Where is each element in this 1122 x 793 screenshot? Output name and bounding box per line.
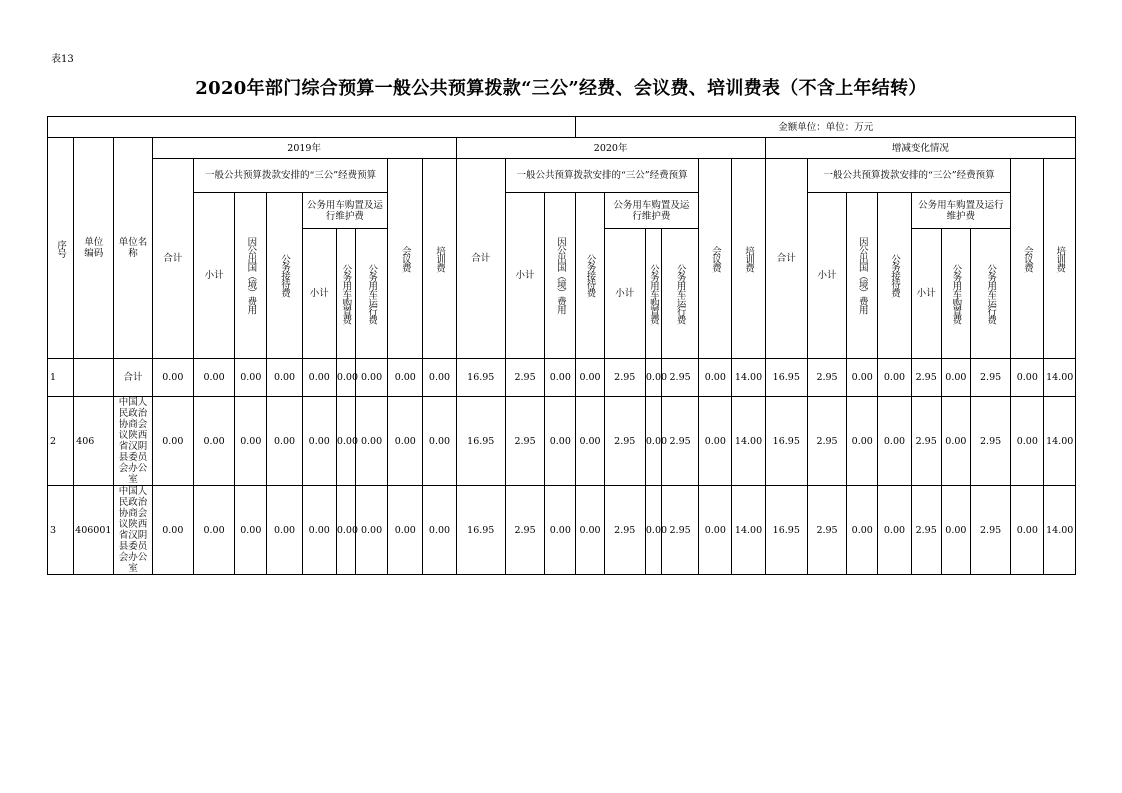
header-change: 增减变化情况	[765, 138, 1075, 159]
cell: 2.95	[661, 397, 698, 486]
row-name: 中国人民政治协商会议陕西省汉阴县委员会办公室	[114, 486, 152, 575]
header-meeting: 会议费	[1011, 159, 1044, 359]
cell: 2.95	[911, 359, 941, 397]
header-reception: 公务接待费	[576, 193, 604, 359]
cell: 2.95	[911, 397, 941, 486]
cell: 0.00	[576, 397, 604, 486]
cell: 0.00	[1011, 397, 1044, 486]
header-training: 培训费	[1044, 159, 1076, 359]
cell: 2.95	[970, 359, 1010, 397]
unit-label: 金额单位：单位：万元	[576, 117, 1076, 138]
header-total: 合计	[456, 159, 505, 359]
header-vehicle-subtotal: 小计	[911, 229, 941, 359]
header-abroad: 因公出国（境）费用	[847, 193, 878, 359]
row-name: 合计	[114, 359, 152, 397]
cell: 0.00	[388, 359, 423, 397]
cell: 2.95	[661, 486, 698, 575]
cell: 0.00	[152, 486, 193, 575]
cell: 0.00	[152, 359, 193, 397]
cell: 0.00	[699, 486, 732, 575]
cell: 0.00	[699, 397, 732, 486]
cell: 0.00	[941, 359, 970, 397]
cell: 16.95	[765, 359, 807, 397]
cell: 0.00	[336, 359, 355, 397]
row-seq: 2	[48, 397, 74, 486]
header-abroad: 因公出国（境）费用	[235, 193, 267, 359]
cell: 0.00	[545, 359, 576, 397]
cell: 0.00	[423, 397, 456, 486]
cell: 0.00	[388, 486, 423, 575]
page-title: 2020年部门综合预算一般公共预算拨款“三公”经费、会议费、培训费表（不含上年结转）	[195, 78, 927, 99]
cell: 0.00	[941, 397, 970, 486]
table-row	[48, 486, 1076, 575]
cell: 0.00	[355, 397, 387, 486]
table-number: 表13	[51, 54, 74, 65]
cell: 0.00	[878, 486, 911, 575]
cell: 2.95	[970, 486, 1010, 575]
cell: 2.95	[970, 397, 1010, 486]
header-meeting: 会议费	[388, 159, 423, 359]
header-training: 培训费	[732, 159, 765, 359]
header-vehicle-group: 公务用车购置及运行维护费	[302, 193, 388, 229]
header-year-2019: 2019年	[152, 138, 456, 159]
row-name: 中国人民政治协商会议陕西省汉阴县委员会办公室	[114, 397, 152, 486]
cell: 2.95	[604, 486, 645, 575]
cell: 0.00	[355, 359, 387, 397]
budget-table	[47, 116, 1076, 575]
cell: 0.00	[336, 397, 355, 486]
cell: 2.95	[661, 359, 698, 397]
cell: 0.00	[699, 359, 732, 397]
cell: 0.00	[878, 359, 911, 397]
cell: 0.00	[235, 486, 267, 575]
cell: 0.00	[193, 359, 234, 397]
cell: 14.00	[1044, 397, 1076, 486]
cell: 14.00	[1044, 359, 1076, 397]
cell: 0.00	[152, 397, 193, 486]
cell: 14.00	[1044, 486, 1076, 575]
cell: 2.95	[911, 486, 941, 575]
header-vehicle-group: 公务用车购置及运行维护费	[911, 193, 1011, 229]
cell: 2.95	[604, 359, 645, 397]
row-code: 406001	[74, 486, 114, 575]
cell: 0.00	[423, 486, 456, 575]
cell: 0.00	[355, 486, 387, 575]
cell: 0.00	[267, 397, 302, 486]
cell: 16.95	[765, 397, 807, 486]
header-three-public: 一般公共预算拨款安排的“三公”经费预算	[193, 159, 387, 193]
cell: 0.00	[1011, 359, 1044, 397]
cell: 16.95	[765, 486, 807, 575]
header-reception: 公务接待费	[267, 193, 302, 359]
header-unit-code: 单位编码	[74, 138, 114, 359]
cell: 0.00	[302, 359, 336, 397]
cell: 0.00	[941, 486, 970, 575]
header-three-public: 一般公共预算拨款安排的“三公”经费预算	[807, 159, 1010, 193]
table-row	[48, 359, 1076, 397]
header-vehicle-running: 公务用车运行费	[970, 229, 1010, 359]
cell: 2.95	[807, 486, 846, 575]
cell: 0.00	[193, 397, 234, 486]
header-three-public: 一般公共预算拨款安排的“三公”经费预算	[505, 159, 698, 193]
header-vehicle-subtotal: 小计	[302, 229, 336, 359]
header-subtotal: 小计	[193, 193, 234, 359]
cell: 0.00	[302, 397, 336, 486]
cell: 0.00	[235, 397, 267, 486]
row-seq: 3	[48, 486, 74, 575]
cell: 0.00	[576, 486, 604, 575]
header-vehicle-running: 公务用车运行费	[355, 229, 387, 359]
cell: 0.00	[847, 397, 878, 486]
cell: 2.95	[505, 397, 544, 486]
header-vehicle-running: 公务用车运行费	[661, 229, 698, 359]
header-total: 合计	[152, 159, 193, 359]
cell: 0.00	[847, 486, 878, 575]
row-seq: 1	[48, 359, 74, 397]
cell: 0.00	[645, 486, 661, 575]
cell: 0.00	[645, 359, 661, 397]
cell: 0.00	[645, 397, 661, 486]
cell: 2.95	[505, 359, 544, 397]
cell: 2.95	[505, 486, 544, 575]
header-vehicle-purchase: 公务用车购置费	[941, 229, 970, 359]
header-vehicle-purchase: 公务用车购置费	[336, 229, 355, 359]
cell: 0.00	[336, 486, 355, 575]
header-subtotal: 小计	[505, 193, 544, 359]
table-row	[48, 397, 1076, 486]
cell: 16.95	[456, 359, 505, 397]
header-subtotal: 小计	[807, 193, 846, 359]
cell: 0.00	[1011, 486, 1044, 575]
cell: 14.00	[732, 397, 765, 486]
cell: 0.00	[545, 397, 576, 486]
header-vehicle-group: 公务用车购置及运行维护费	[604, 193, 699, 229]
header-seq: 序号	[48, 138, 74, 359]
row-code	[74, 359, 114, 397]
header-reception: 公务接待费	[878, 193, 911, 359]
cell: 0.00	[267, 359, 302, 397]
header-meeting: 会议费	[699, 159, 732, 359]
cell: 2.95	[807, 359, 846, 397]
cell: 0.00	[847, 359, 878, 397]
cell: 0.00	[576, 359, 604, 397]
cell: 0.00	[388, 397, 423, 486]
cell: 0.00	[235, 359, 267, 397]
cell: 14.00	[732, 359, 765, 397]
row-code: 406	[74, 397, 114, 486]
header-vehicle-subtotal: 小计	[604, 229, 645, 359]
header-total: 合计	[765, 159, 807, 359]
cell: 0.00	[423, 359, 456, 397]
header-training: 培训费	[423, 159, 456, 359]
header-unit-name: 单位名称	[114, 138, 152, 359]
cell: 0.00	[267, 486, 302, 575]
cell: 0.00	[878, 397, 911, 486]
header-abroad: 因公出国（境）费用	[545, 193, 576, 359]
cell: 16.95	[456, 486, 505, 575]
cell: 14.00	[732, 486, 765, 575]
blank-cell	[48, 117, 576, 138]
header-vehicle-purchase: 公务用车购置费	[645, 229, 661, 359]
cell: 0.00	[545, 486, 576, 575]
cell: 0.00	[302, 486, 336, 575]
header-year-2020: 2020年	[456, 138, 765, 159]
cell: 2.95	[807, 397, 846, 486]
cell: 16.95	[456, 397, 505, 486]
cell: 0.00	[193, 486, 234, 575]
cell: 2.95	[604, 397, 645, 486]
